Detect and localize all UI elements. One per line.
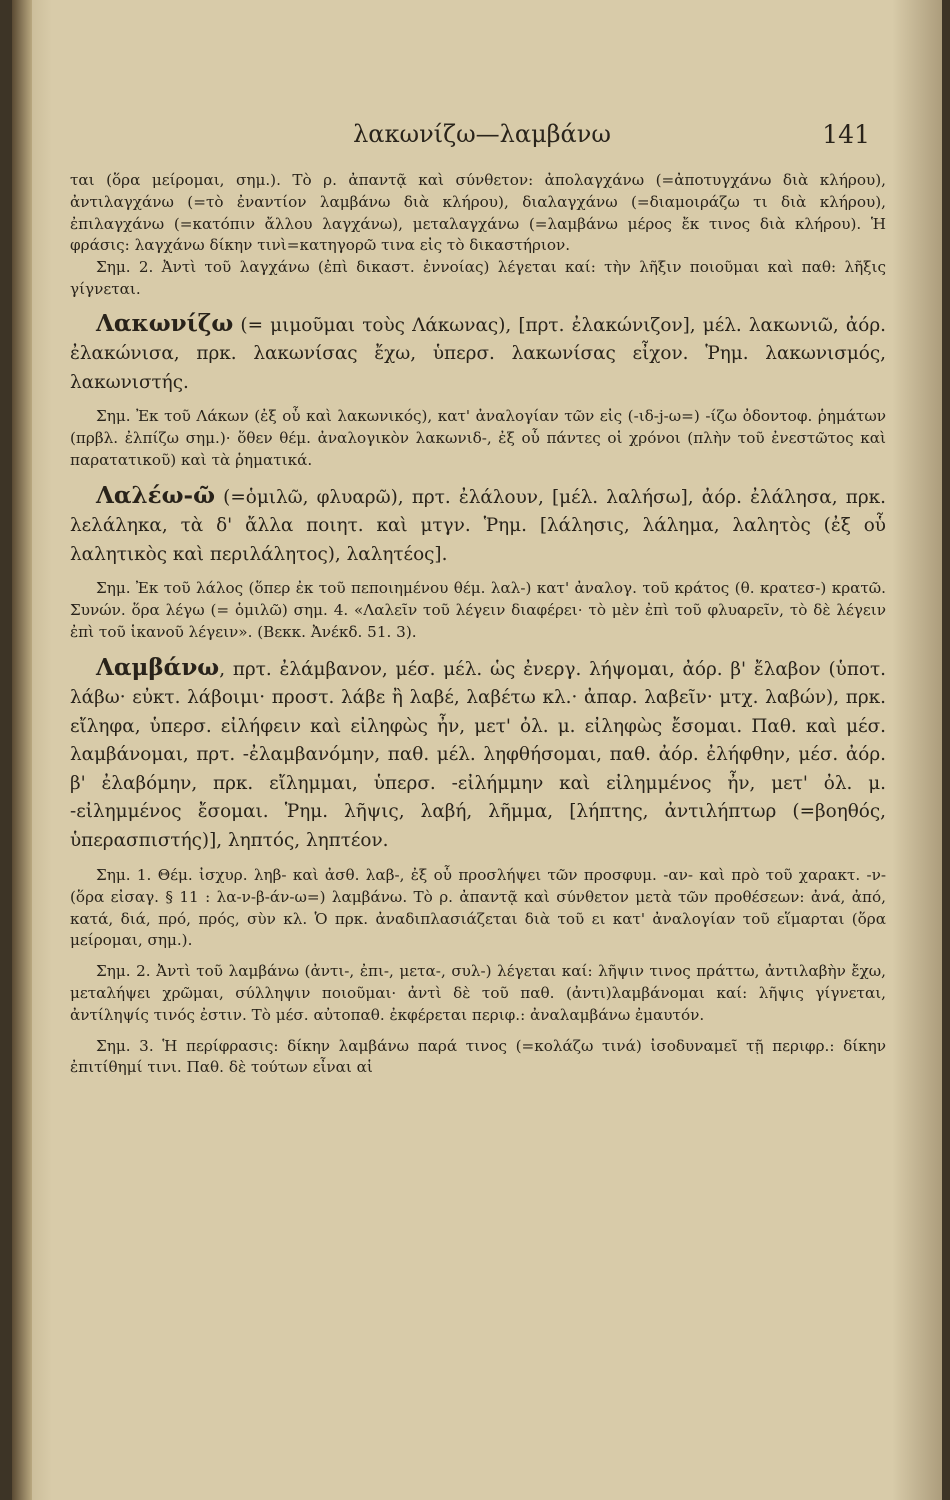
paragraph-laleo-note: Σημ. Ἐκ τοῦ λάλος (ὅπερ ἐκ τοῦ πεποιημένου θέμ. λαλ-) κατ' ἀναλογ. τοῦ κράτος (θ. κρατεσ-) κρατῶ. Συνών. ὅρα λέγω (= ὁμιλῶ) σημ. 4. «Λαλεῖν τοῦ λέγειν διαφέρει· τὸ μὲν ἐπὶ τοῦ φλυαρεῖν, τὸ δὲ λέγειν ἐπὶ τοῦ ἱκανοῦ λέγειν». (Βεκκ. Ἀνέκδ. 51. 3). bbox=[70, 579, 886, 641]
entry-laleo bbox=[70, 482, 886, 570]
entry-lakonizo bbox=[70, 310, 886, 398]
paragraph-lambano-note-2: Σημ. 2. Ἀντὶ τοῦ λαμβάνω (ἀντι-, ἐπι-, μετα-, συλ-) λέγεται καί: λῆψιν τινος πράττω, ἀντιλαβὴν ἔχω, μεταλήψει χρῶμαι, σύλληψιν ποιοῦμαι· ἀντὶ δὲ τοῦ παθ. (ἀντι)λαμβάνομαι καί: λῆψις γίγνεται, ἀντίληψίς τινός ἐστιν. Τὸ μέσ. αὐτοπαθ. ἐκφέρεται περιφ.: ἀναλαμβάνω ἐμαυτόν. bbox=[70, 962, 886, 1024]
paragraph-lambano-note-3: Σημ. 3. Ἡ περίφρασις: δίκην λαμβάνω παρά τινος (=κολάζω τινά) ἰσοδυναμεῖ τῇ περιφρ.: δίκην ἐπιτίθημί τινι. Παθ. δὲ τούτων εἶναι αἱ bbox=[70, 1036, 886, 1077]
headword: Λαμβάνω bbox=[96, 653, 220, 681]
page-body bbox=[70, 170, 886, 1079]
paragraph-lanchano-note-continuation: ται (ὅρα μείρομαι, σημ.). Τὸ ρ. ἀπαντᾷ καὶ σύνθετον: ἀπολαγχάνω (=ἀποτυγχάνω διὰ κλήρου), ἀντιλαγχάνω (=τὸ ἐναντίον λαμβάνω διὰ κλήρου), διαλαγχάνω (=διαμοιράζω τι διὰ κλήρου), ἐπιλαγχάνω (=κατόπιν ἄλλου λαγχάνω), μεταλαγχάνω (=λαμβάνω μέρος ἔκ τινος διὰ κλήρου). Ἡ φράσις: λαγχάνω δίκην τινὶ=κατηγορῶ τινα εἰς τὸ δικαστήριον. bbox=[70, 171, 886, 255]
paragraph-lanchano-note-2: Σημ. 2. Ἀντὶ τοῦ λαγχάνω (ἐπὶ δικαστ. ἐννοίας) λέγεται καί: τὴν λῆξιν ποιοῦμαι καὶ παθ: λῆξις γίγνεται. bbox=[70, 258, 886, 298]
book-page bbox=[12, 0, 942, 1500]
headword: Λακωνίζω bbox=[96, 309, 234, 337]
page-header bbox=[72, 120, 892, 160]
headword: Λαλέω-ῶ bbox=[96, 481, 215, 509]
paragraph-lakonizo-note: Σημ. Ἐκ τοῦ Λάκων (ἐξ οὗ καὶ λακωνικός), κατ' ἀναλογίαν τῶν εἰς (-ιδ-j-ω=) -ίζω ὀδοντοφ. ῥημάτων (πρβλ. ἐλπίζω σημ.)· ὅθεν θέμ. ἀναλογικὸν λακωνιδ-, ἐξ οὗ πάντες οἱ χρόνοι (πλὴν τοῦ ἐνεστῶτος καὶ παρατατικοῦ) καὶ τὰ ῥηματικά. bbox=[70, 407, 886, 469]
page-binding-edge bbox=[12, 0, 32, 1500]
entry-text: (= μιμοῦμαι τοὺς Λάκωνας), [πρτ. ἐλακώνιζον], μέλ. λακωνιῶ, ἀόρ. ἐλακώνισα, πρκ. λακωνίσας ἔχω, ὑπερσ. λακωνίσας εἶχον. Ῥημ. λακωνισμός, λακωνιστής. bbox=[70, 314, 886, 393]
page-number: 141 bbox=[822, 120, 870, 149]
paragraph-lambano-note-1: Σημ. 1. Θέμ. ἰσχυρ. ληβ- καὶ ἀσθ. λαβ-, ἐξ οὗ προσλήψει τῶν προσφυμ. -αν- καὶ πρὸ τοῦ χαρακτ. -ν- (ὅρα εἰσαγ. § 11 : λα-ν-β-άν-ω=) λαμβάνω. Τὸ ρ. ἀπαντᾷ καὶ σύνθετον μετὰ τῶν προθέσεων: ἀνά, ἀπό, κατά, διά, πρό, πρός, σὺν κλ. Ὁ πρκ. ἀναδιπλασιάζεται διὰ τοῦ ει κατ' ἀναλογίαν τοῦ εἵμαρται (ὅρα μείρομαι, σημ.). bbox=[70, 866, 886, 950]
entry-text: , πρτ. ἐλάμβανον, μέσ. μέλ. ὡς ἐνεργ. λήψομαι, ἀόρ. β' ἔλαβον (ὑποτ. λάβω· εὐκτ. λάβοιμι· προστ. λάβε ἢ λαβέ, λαβέτω κλ.· ἀπαρ. λαβεῖν· μτχ. λαβών), πρκ. εἴληφα, ὑπερσ. εἰλήφειν καὶ εἰληφὼς ἦν, μετ' ὀλ. μ. εἰληφὼς ἔσομαι. Παθ. καὶ μέσ. λαμβάνομαι, πρτ. -ἐλαμβανόμην, παθ. μέλ. ληφθήσομαι, παθ. ἀόρ. ἐλήφθην, μέσ. ἀόρ. β' ἐλαβόμην, πρκ. εἴλημμαι, ὑπερσ. -εἰλήμμην καὶ εἰλημμένος ἦν, μετ' ὀλ. μ. -εἰλημμένος ἔσομαι. Ῥημ. λῆψις, λαβή, λῆμμα, [λήπτης, ἀντιλήπτωρ (=βοηθός, ὑπερασπιστής)], ληπτός, ληπτέον. bbox=[70, 658, 886, 851]
running-head: λακωνίζω—λαμβάνω bbox=[353, 120, 611, 148]
entry-lambano bbox=[70, 654, 886, 856]
entry-text: (=ὁμιλῶ, φλυαρῶ), πρτ. ἐλάλουν, [μέλ. λαλήσω], ἀόρ. ἐλάλησα, πρκ. λελάληκα, τὰ δ' ἄλλα ποιητ. καὶ μτγν. Ῥημ. [λάλησις, λάλημα, λαλητὸς (ἐξ οὗ λαλητικὸς καὶ περιλάλητος), λαλητέος]. bbox=[70, 486, 886, 565]
